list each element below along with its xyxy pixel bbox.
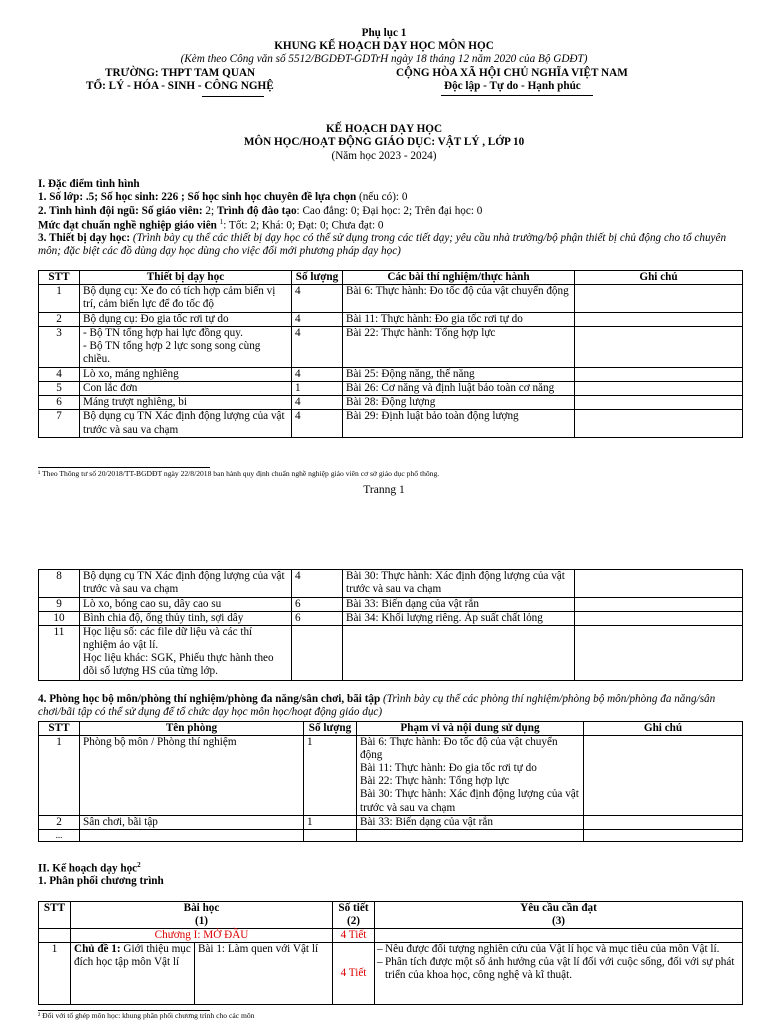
col-header-quantity: Số lượng xyxy=(292,271,343,285)
footnote-separator xyxy=(38,467,210,468)
appendix-label: Phụ lục 1 xyxy=(361,27,407,39)
table-row: 3 - Bộ TN tổng hợp hai lực đồng quy. - Bộ TN tổng hợp 2 lực song song cùng chiều. 4 Bài 22: Thực hành: Tổng hợp lực xyxy=(39,327,743,368)
requirement-item: – Phân tích được một số ảnh hưởng của vật lí đối với cuộc sống, đối với sự phát triển của khoa học, công nghệ và kĩ thuật. xyxy=(377,956,735,982)
col-header-notes: Ghi chú xyxy=(575,271,743,285)
equipment-table xyxy=(38,270,743,438)
room-table xyxy=(38,721,743,842)
page-number: Tranng 1 xyxy=(363,484,405,496)
frame-title: KHUNG KẾ HOẠCH DẠY HỌC MÔN HỌC xyxy=(274,40,494,52)
table-row: 1 Bộ dụng cụ: Xe đo có tích hợp cảm biến vị trí, cảm biến lực để đo tốc độ 4 Bài 6: Thực hành: Đo tốc độ của vật chuyển động xyxy=(39,285,743,313)
section4-heading: 4. Phòng học bộ môn/phòng thí nghiệm/phòng đa năng/sân chơi, bãi tập (Trình bày cụ thể các phòng thí nghiệm/phòng bộ môn/phòng đa năng/sân chơi/bãi tập có thể sử dụng để tổ chức dạy học môn học/hoạt động giáo dục) xyxy=(38,693,716,719)
table-header-row xyxy=(39,271,743,285)
section1-heading: I. Đặc điểm tình hình xyxy=(38,178,140,190)
team-underline xyxy=(202,96,264,97)
republic-title: CỘNG HÒA XÃ HỘI CHỦ NGHĨA VIỆT NAM xyxy=(396,67,628,79)
col-header-experiments: Các bài thí nghiệm/thực hành xyxy=(343,271,575,285)
footnote-1: ¹ Theo Thông tư số 20/2018/TT-BGDĐT ngày 22/8/2018 ban hành quy định chuẩn nghề nghiệp giáo viên cơ sở giáo dục phổ thông. xyxy=(38,469,440,478)
team-name: TỔ: LÝ - HÓA - SINH - CÔNG NGHỆ xyxy=(86,80,274,92)
table-row: 5 Con lắc đơn 1 Bài 26: Cơ năng và định luật bảo toàn cơ năng xyxy=(39,382,743,396)
section2-heading: II. Kế hoạch dạy học$^2$ xyxy=(38,861,141,875)
attached-note: (Kèm theo Công văn số 5512/BGDĐT-GDTrH ngày 18 tháng 12 năm 2020 của Bộ GDĐT) xyxy=(180,53,588,65)
table-row: ... xyxy=(39,829,743,841)
section2-sub: 1. Phân phối chương trình xyxy=(38,875,164,887)
equipment-table-continued xyxy=(38,569,743,681)
motto: Độc lập - Tự do - Hạnh phúc xyxy=(444,80,581,92)
program-table xyxy=(38,901,743,1005)
plan-year: (Năm học 2023 - 2024) xyxy=(331,150,437,162)
table-header-row: STT Bài học (1) Số tiết (2) Yêu cầu cần đạt (3) xyxy=(39,902,743,929)
table-row: 10 Bình chia độ, ống thủy tinh, sợi dây 6 Bài 34: Khối lượng riêng. Áp suất chất lỏng xyxy=(39,612,743,626)
motto-underline xyxy=(441,95,593,96)
plan-title: KẾ HOẠCH DẠY HỌC xyxy=(325,123,443,135)
section1-line2: 2. Tình hình đội ngũ: Số giáo viên: 2; Trình độ đào tạo: Cao đẳng: 0; Đại học: 2; Trên đại học: 0 xyxy=(38,205,483,217)
table-row: 7 Bộ dụng cụ TN Xác định động lượng của vật trước và sau va chạm 4 Bài 29: Định luật bảo toàn động lượng xyxy=(39,410,743,438)
col-header-equipment: Thiết bị dạy học xyxy=(80,271,292,285)
table-row: 2 Sân chơi, bãi tập 1 Bài 33: Biến dạng của vật rắn xyxy=(39,815,743,829)
table-row: 9 Lò xo, bóng cao su, dây cao su 6 Bài 33: Biến dạng của vật rắn xyxy=(39,598,743,612)
chapter-row: Chương I: MỞ ĐẦU 4 Tiết xyxy=(39,929,743,943)
table-row: 6 Máng trượt nghiêng, bi 4 Bài 28: Động lượng xyxy=(39,396,743,410)
section1-line4: 3. Thiết bị dạy học: (Trình bày cụ thể các thiết bị dạy học có thể sử dụng trong các tiết dạy; yêu cầu nhà trường/bộ phận thiết bị chủ động cho tổ chuyên môn; đặc biệt các đồ dùng dạy học dùng cho việc đổi mới phương pháp dạy học) xyxy=(38,232,727,258)
table-row: 4 Lò xo, máng nghiêng 4 Bài 25: Động năng, thế năng xyxy=(39,368,743,382)
section1-line1: 1. Số lớp: .5; Số học sinh: 226 ; Số học sinh học chuyên đề lựa chọn (nếu có): 0 xyxy=(38,191,408,203)
table-row: 8 Bộ dụng cụ TN Xác định động lượng của vật trước và sau va chạm 4 Bài 30: Thực hành: Xác định động lượng của vật trước và sau va chạm xyxy=(39,570,743,598)
footnote-2: ² Đối với tổ ghép môn học: khung phân phối chương trình cho các môn xyxy=(38,1011,255,1020)
requirement-item: – Nêu được đối tượng nghiên cứu của Vật lí học và mục tiêu của môn Vật lí. xyxy=(377,943,720,956)
table-row: 1 Chủ đề 1: Giới thiệu mục đích học tập môn Vật lí Bài 1: Làm quen với Vật lí 4 Tiết – Nêu được đối tượng nghiên cứu của Vật lí học và mục tiêu của môn Vật lí. – Phân tích được một số ảnh hưởng của vật lí đối với cuộc sống, đối với sự phát triển của khoa học, công nghệ và kĩ thuật. xyxy=(39,943,743,1005)
school-name: TRƯỜNG: THPT TAM QUAN xyxy=(105,67,256,79)
section1-line3: Mức đạt chuẩn nghề nghiệp giáo viên $^1$: Tốt: 2; Khá: 0; Đạt: 0; Chưa đạt: 0 xyxy=(38,218,384,232)
plan-subject: MÔN HỌC/HOẠT ĐỘNG GIÁO DỤC: VẬT LÝ , LỚP 10 xyxy=(243,136,525,148)
table-header-row: STT Tên phòng Số lượng Phạm vi và nội dung sử dụng Ghi chú xyxy=(39,722,743,736)
table-row: 1 Phòng bộ môn / Phòng thí nghiệm 1 Bài 6: Thực hành: Đo tốc độ của vật chuyển động Bài 11: Thực hành: Đo gia tốc rơi tự do Bài 22: Thực hành: Tổng hợp lực Bài 30: Thực hành: Xác định động lượng của vật trước và sau va chạm xyxy=(39,736,743,816)
table-row: 2 Bộ dụng cụ: Đo gia tốc rơi tự do 4 Bài 11: Thực hành: Đo gia tốc rơi tự do xyxy=(39,313,743,327)
table-row: 11 Học liệu số: các file dữ liệu và các thí nghiệm ảo vật lí. Học liệu khác: SGK, Phiếu thực hành theo dõi số lượng HS của từng lớp. xyxy=(39,626,743,681)
col-header-stt: STT xyxy=(39,271,80,285)
